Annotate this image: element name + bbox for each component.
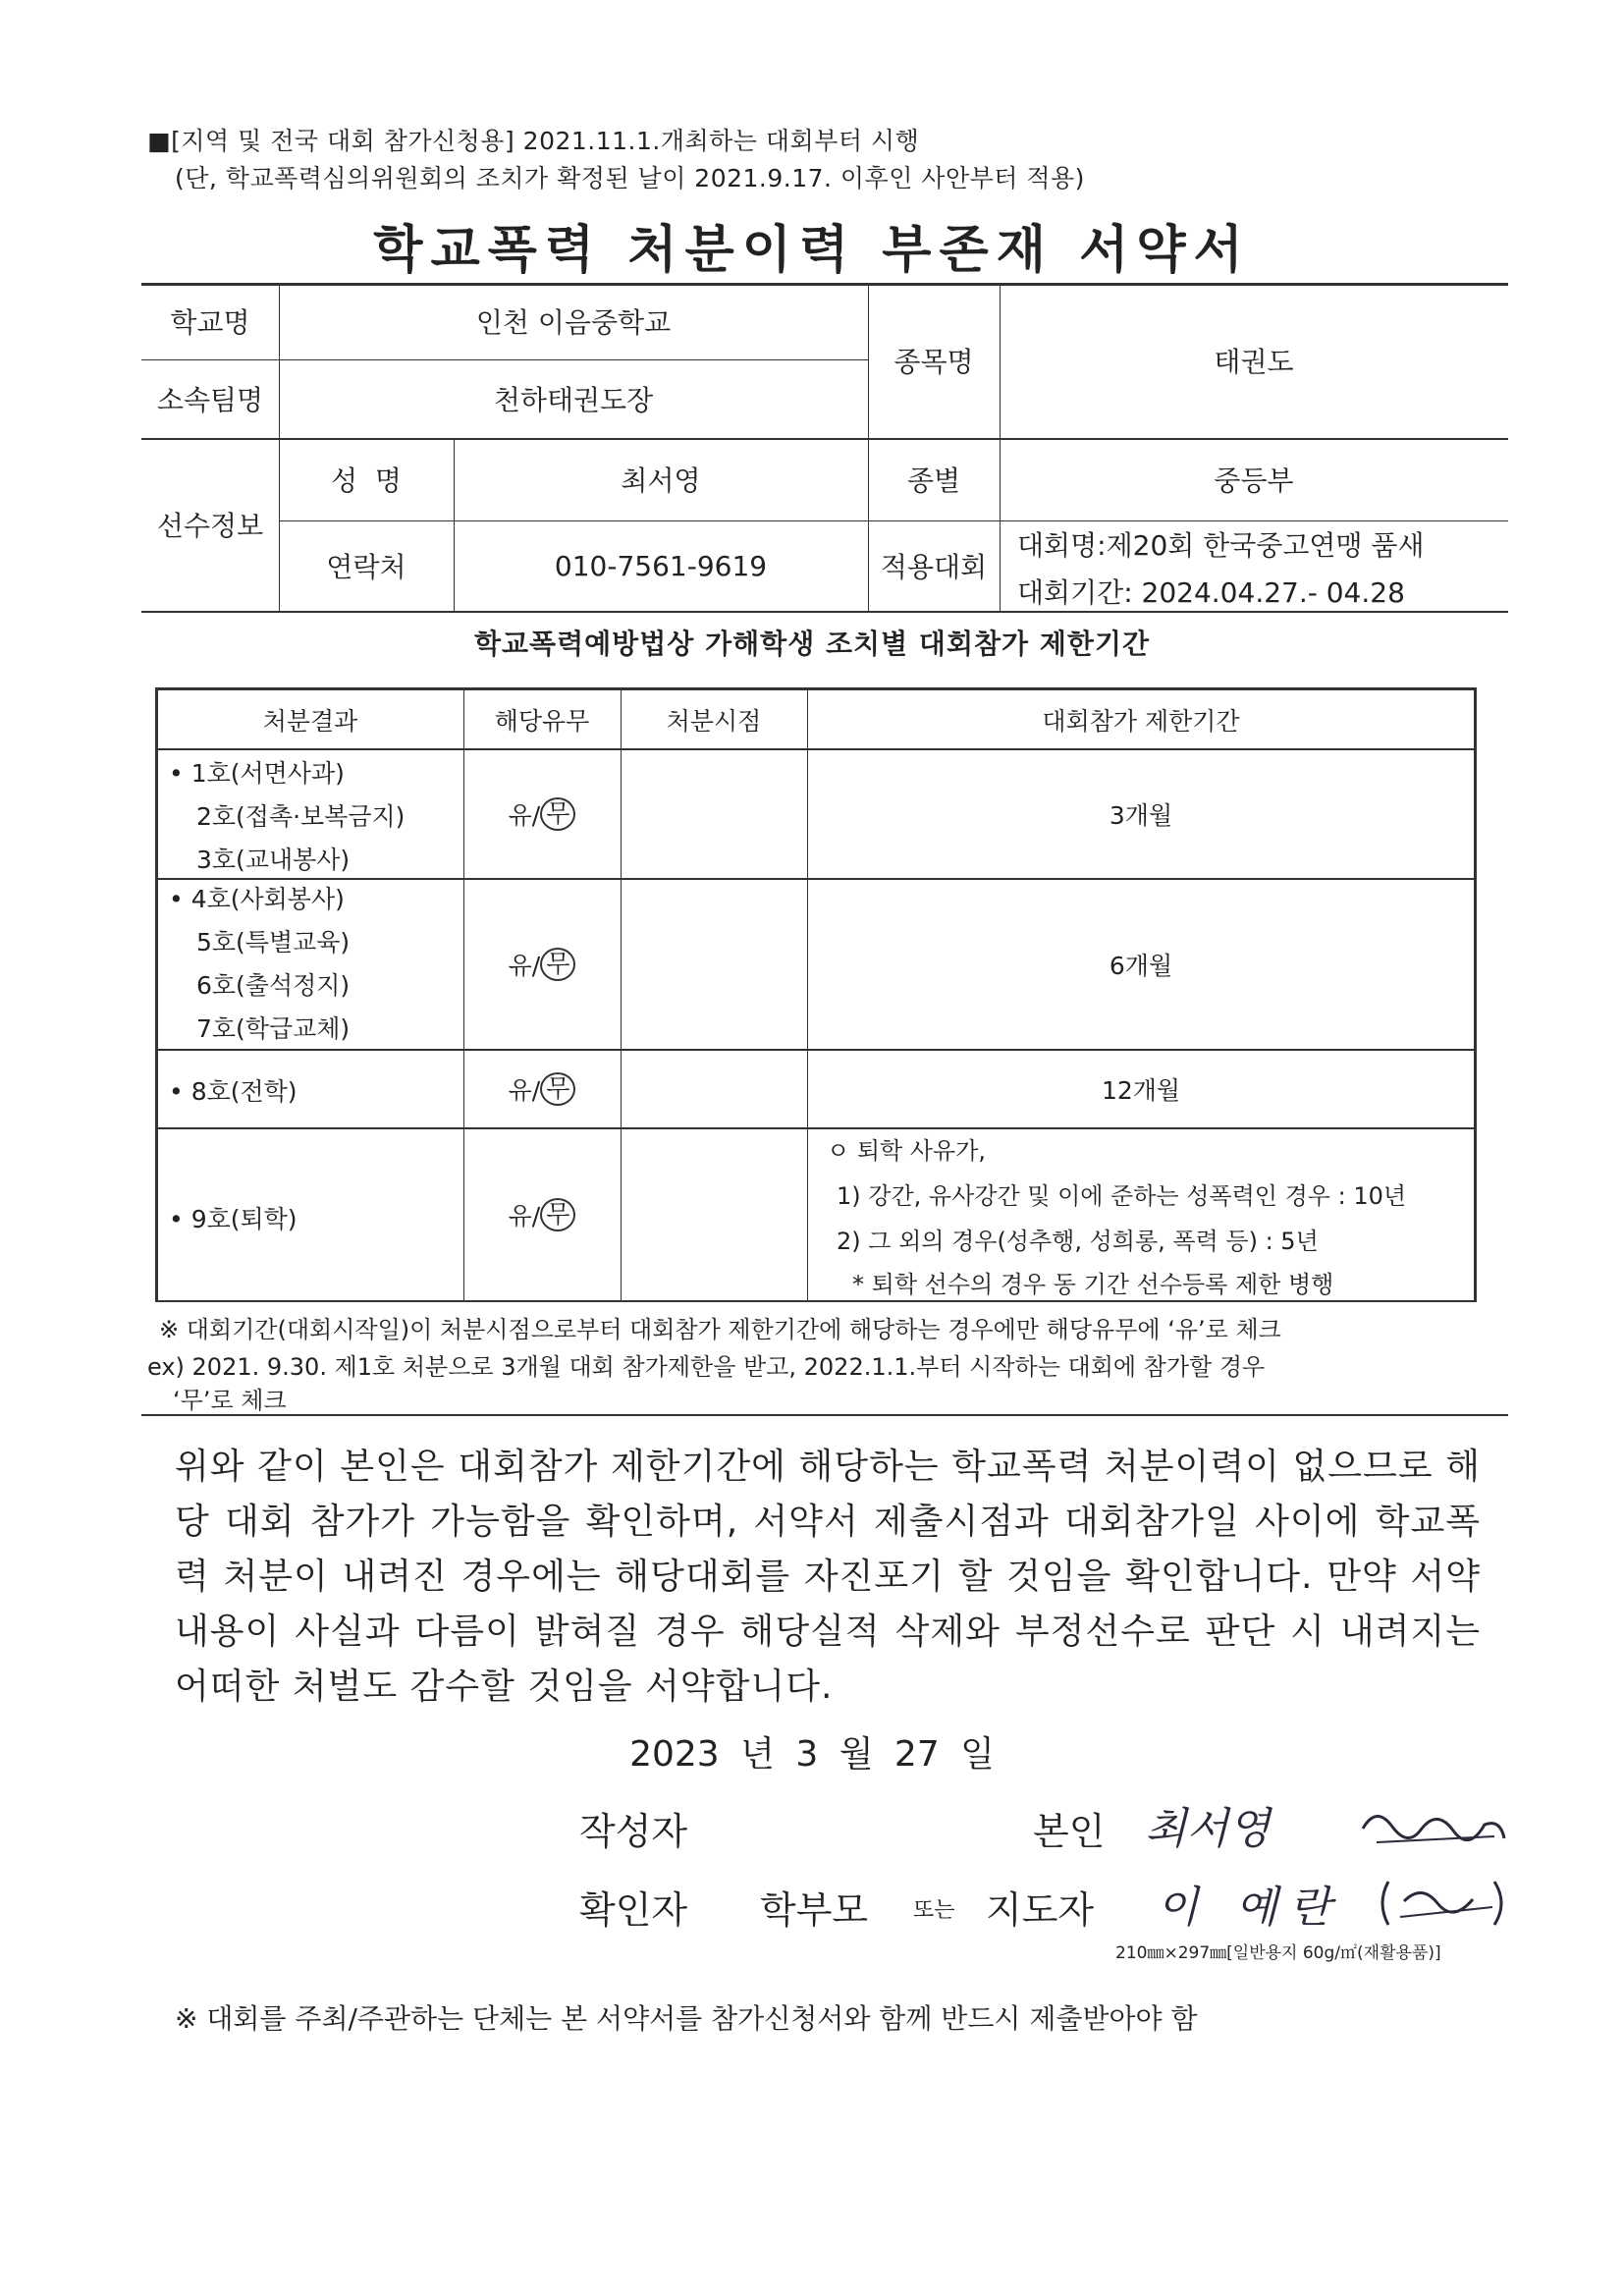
pledge-date: 2023 년 3 월 27 일: [629, 1734, 995, 1775]
author-label: 작성자: [579, 1810, 688, 1853]
document-title: 학교폭력 처분이력 부존재 서약서: [373, 221, 1251, 280]
note-2: ex) 2021. 9.30. 제1호 처분으로 3개월 대회 참가제한을 받고, 2022.1.1.부터 시작하는 대회에 참가할 경우: [147, 1353, 1266, 1381]
coach-seal-signature: [1375, 1872, 1512, 1935]
header-line-2: (단, 학교폭력심의위원회의 조치가 확정된 날이 2021.9.17. 이후인 사안부터 적용): [175, 164, 1085, 192]
rt-applicable-row2: [463, 880, 621, 1049]
rt-period-row4-line4: * 퇴학 선수의 경우 동 기간 선수등록 제한 병행: [852, 1271, 1334, 1298]
name-label: 성 명: [331, 465, 402, 497]
competition-name: 대회명:제20회 한국중고연맹 품새: [1017, 529, 1425, 562]
self-signature: 최서영: [1145, 1804, 1271, 1854]
answer-no-circled: 무: [540, 1072, 575, 1106]
rt-result-3: 3호(교내봉사): [196, 846, 351, 874]
rt-period-row4-line2: 1) 강간, 유사강간 및 이에 준하는 성폭력인 경우 : 10년: [837, 1182, 1407, 1210]
info-border-bottom: [141, 611, 1508, 613]
rt-applicable-row3: [463, 1051, 621, 1127]
rt-border-bottom: [155, 1300, 1477, 1302]
answer-yes: 유/: [508, 1076, 541, 1105]
rt-applicable-row1: [463, 750, 621, 878]
answer-no-circled: 무: [540, 948, 575, 981]
note-3: ‘무’로 체크: [173, 1387, 287, 1414]
answer-no-circled: 무: [540, 797, 575, 831]
rt-line: [155, 1127, 1477, 1129]
parent-label: 학부모: [760, 1888, 869, 1932]
team-label: 소속팀명: [156, 384, 264, 416]
rt-period-row4-line1: ㅇ 퇴학 사유가,: [827, 1137, 986, 1165]
rt-header-result: 처분결과: [262, 706, 358, 736]
rt-result-1: • 1호(서면사과): [169, 759, 345, 788]
contact-value: 010-7561-9619: [554, 549, 768, 582]
rt-result-4: • 4호(사회봉사): [169, 885, 345, 913]
rt-result-6: 6호(출석정지): [196, 971, 351, 1000]
answer-yes: 유/: [508, 952, 541, 980]
event-label: 종목명: [893, 346, 974, 378]
rt-line: [621, 687, 622, 1302]
contact-label: 연락처: [326, 551, 406, 583]
answer-no-circled: 무: [540, 1198, 575, 1231]
answer-yes: 유/: [508, 801, 541, 830]
footer-note: ※ 대회를 주최/주관하는 단체는 본 서약서를 참가신청서와 함께 반드시 제출받아야 함: [175, 2002, 1198, 2035]
restriction-table-title: 학교폭력예방법상 가해학생 조치별 대회참가 제한기간: [473, 628, 1151, 660]
competition-label: 적용대회: [880, 551, 988, 583]
rt-period-row2: 6개월: [1109, 952, 1173, 980]
category-value: 중등부: [1214, 465, 1294, 497]
player-info-label: 선수정보: [156, 510, 264, 542]
name-value: 최서영: [621, 465, 701, 497]
rt-period-row1: 3개월: [1109, 801, 1173, 830]
rt-result-8: • 8호(전학): [169, 1077, 298, 1106]
self-seal-signature: [1357, 1799, 1514, 1858]
rt-period-row4-line3: 2) 그 외의 경우(성추행, 성희롱, 폭력 등) : 5년: [837, 1228, 1319, 1255]
header-line-1: ■[지역 및 전국 대회 참가신청용] 2021.11.1.개최하는 대회부터 시행: [147, 127, 920, 155]
category-label: 종별: [906, 465, 961, 497]
note-1: ※ 대회기간(대회시작일)이 처분시점으로부터 대회참가 제한기간에 해당하는 경우에만 해당유무에 ‘유’로 체크: [159, 1316, 1281, 1343]
paper-spec: 210㎜×297㎜[일반용지 60g/㎡(재활용품)]: [1115, 1943, 1441, 1963]
school-label: 학교명: [170, 306, 250, 339]
or-label: 또는: [913, 1898, 955, 1923]
pledge-text: 위와 같이 본인은 대회참가 제한기간에 해당하는 학교폭력 처분이력이 없으므로 해당 대회 참가가 가능함을 확인하며, 서약서 제출시점과 대회참가일 사이에 학교폭력 처분이 내려진 경우에는 해당대회를 자진포기 할 것임을 확인합니다. 만약 서약내용이 사실과 다름이 밝혀질 경우 해당실적 삭제와 부정선수로 판단 시 내려지는 어떠한 처벌도 감수할 것임을 서약합니다.: [175, 1447, 1481, 1707]
rt-period-row3: 12개월: [1101, 1076, 1181, 1105]
self-label: 본인: [1033, 1810, 1106, 1853]
event-value: 태권도: [1214, 346, 1294, 378]
rt-header-timing: 처분시점: [666, 706, 762, 736]
coach-label: 지도자: [986, 1888, 1095, 1932]
team-value: 천하태권도장: [493, 384, 654, 416]
rt-header-period: 대회참가 제한기간: [1042, 706, 1240, 736]
competition-period: 대회기간: 2024.04.27.- 04.28: [1017, 576, 1405, 609]
rt-result-9: • 9호(퇴학): [169, 1205, 298, 1233]
notes-divider: [141, 1414, 1508, 1416]
answer-yes: 유/: [508, 1202, 541, 1230]
coach-signature: 이 예란: [1157, 1883, 1343, 1933]
rt-applicable-row4: [463, 1129, 621, 1300]
school-value: 인천 이음중학교: [475, 306, 672, 339]
confirmer-label: 확인자: [579, 1888, 688, 1932]
rt-header-applicable: 해당유무: [494, 706, 590, 736]
rt-result-7: 7호(학급교체): [196, 1014, 351, 1043]
rt-result-2: 2호(접촉·보복금지): [196, 802, 406, 831]
rt-result-5: 5호(특별교육): [196, 928, 351, 957]
rt-border-left: [155, 687, 158, 1302]
